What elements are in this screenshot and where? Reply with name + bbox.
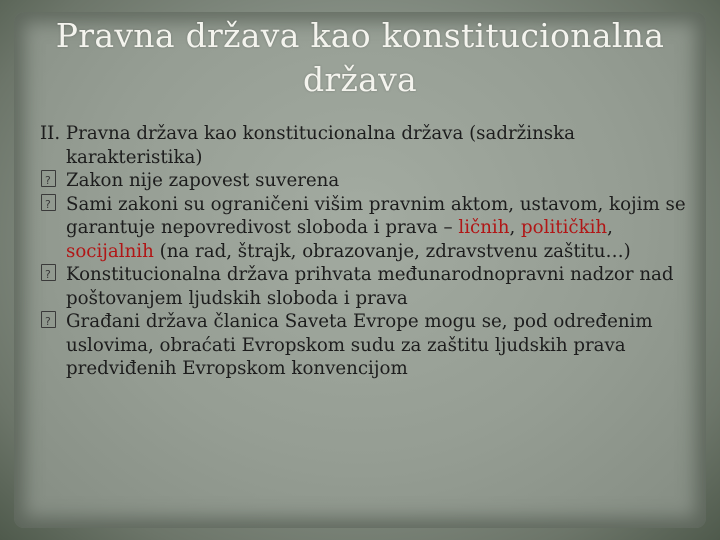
highlight-socijalnih: socijalnih: [66, 240, 154, 262]
slide-title: Pravna država kao konstitucionalna država: [55, 16, 665, 99]
missing-glyph-box-icon: [40, 311, 60, 329]
separator: ,: [509, 217, 522, 238]
bullet-item-4: [40, 310, 690, 381]
missing-glyph-box-icon: [40, 194, 60, 212]
missing-glyph-box-icon: [40, 264, 60, 282]
bullet-text: Zakon nije zapovest suverena: [66, 170, 340, 191]
bullet-text: Konstitucionalna država prihvata međunarodnopravni nadzor nad poštovanjem ljudskih sloboda i prava: [66, 264, 674, 309]
bullet-text: Sami zakoni su ograničeni višim pravnim aktom, ustavom, kojim se garantuje nepovredivost sloboda i prava –: [66, 193, 686, 238]
missing-glyph-box-icon: [40, 170, 60, 188]
bullet-item-3: [40, 263, 690, 310]
bullet-item-1: [40, 169, 690, 193]
bullet-item-2: [40, 193, 690, 264]
highlight-politickih: političkih: [521, 217, 608, 238]
separator: ,: [607, 217, 613, 238]
bullet-text: Građani država članica Saveta Evrope mogu se, pod određenim uslovima, obraćati Evropskom sudu za zaštitu ljudskih prava predviđenih Evropskom konvencijom: [66, 311, 653, 379]
bullet-text-after: (na rad, štrajk, obrazovanje, zdravstvenu zaštitu…): [153, 240, 631, 262]
intro-paragraph: II. Pravna država kao konstitucionalna država (sadržinska karakteristika): [40, 123, 575, 168]
highlight-licnih: ličnih: [458, 217, 510, 238]
slide-body: [40, 122, 690, 381]
